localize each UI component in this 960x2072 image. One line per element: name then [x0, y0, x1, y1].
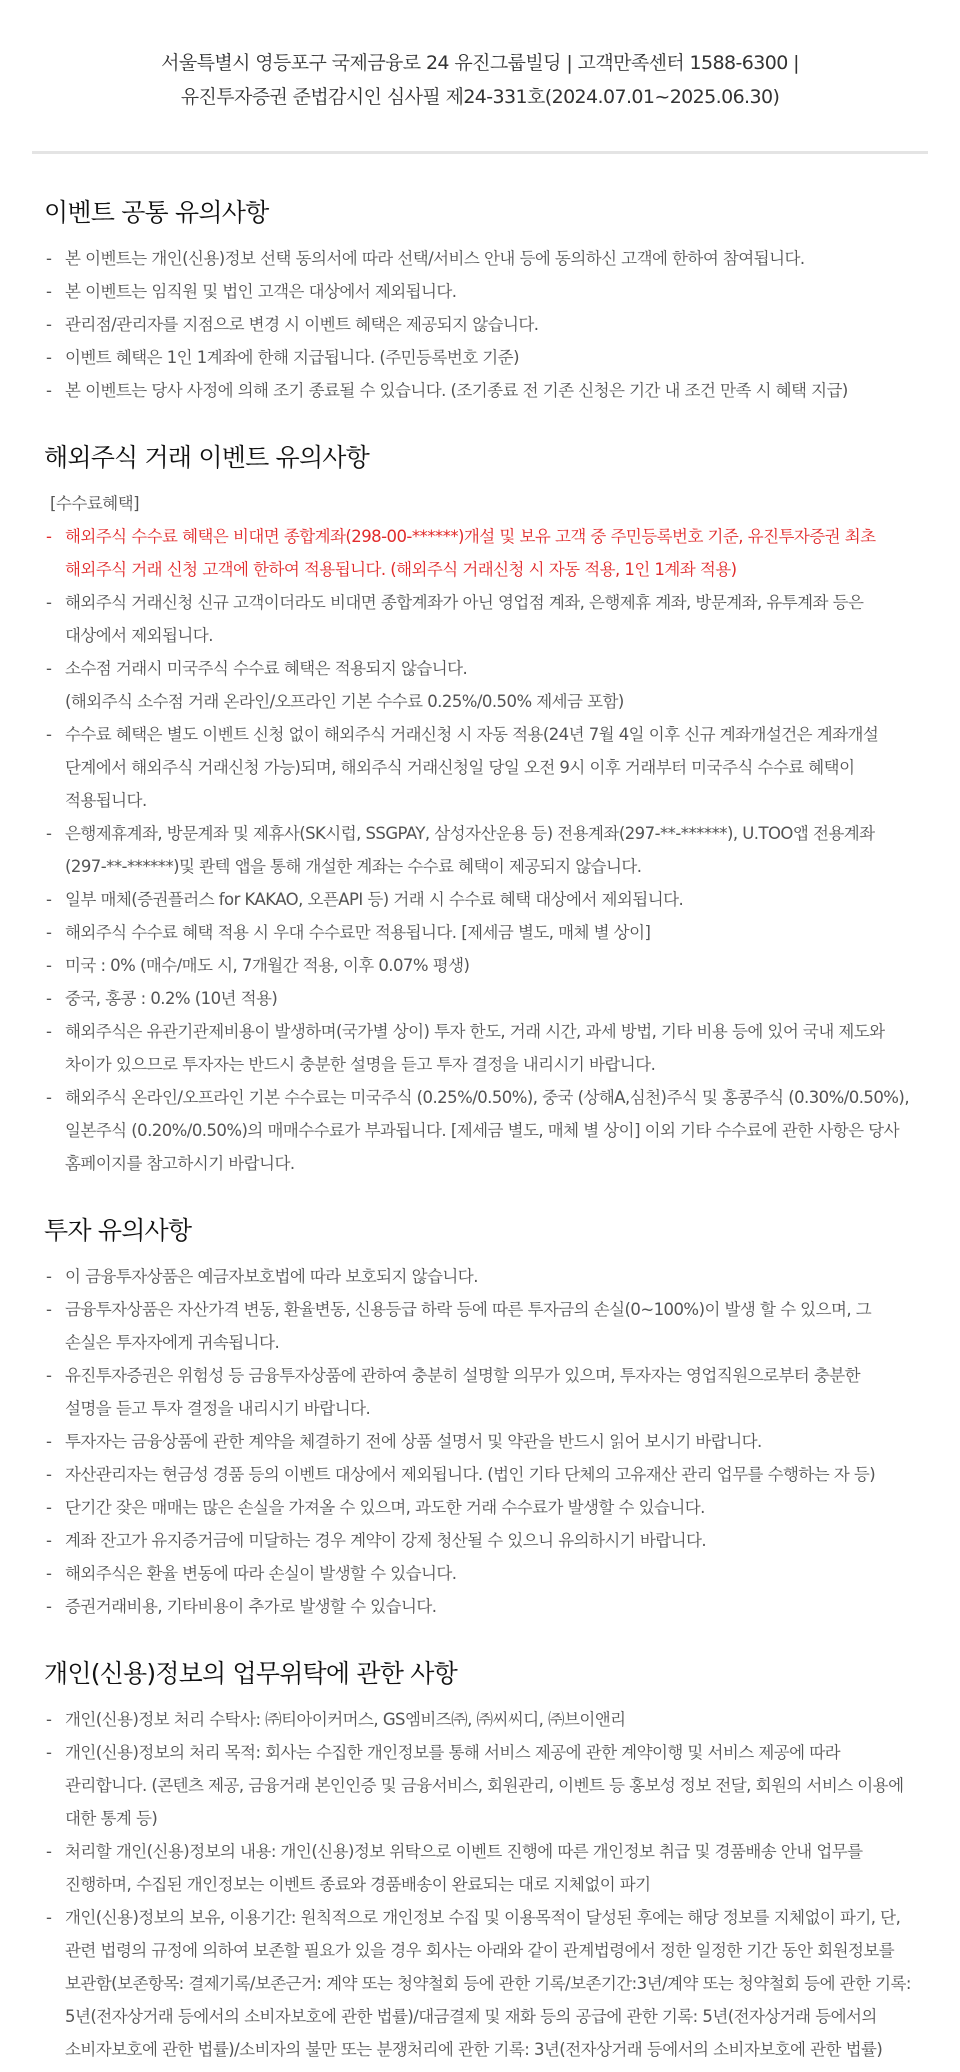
company-footer-info [32, 0, 928, 154]
fee-benefit-label: [수수료혜택] [50, 494, 140, 513]
notice-line: - 수수료 혜택은 별도 이벤트 신청 없이 해외주식 거래신청 시 자동 적용(24년 7월 4일 이후 신규 계좌개설건은 계좌개설 [65, 725, 879, 744]
notice-line: - 본 이벤트는 개인(신용)정보 선택 동의서에 따라 선택/서비스 안내 등에 동의하신 고객에 한하여 참여됩니다. [65, 249, 805, 268]
section-title: 이벤트 공통 유의사항 [44, 198, 269, 227]
notice-item [44, 341, 916, 374]
notice-line: - 계좌 잔고가 유지증거금에 미달하는 경우 계약이 강제 청산될 수 있으니 유의하시기 바랍니다. [65, 1531, 707, 1550]
notice-line: 차이가 있으므로 투자자는 반드시 충분한 설명을 듣고 투자 결정을 내리시기 바랍니다. [65, 1055, 656, 1074]
notice-item [44, 1901, 916, 2066]
notice-line: - 일부 매체(증권플러스 for KAKAO, 오픈API 등) 거래 시 수수료 혜택 대상에서 제외됩니다. [65, 890, 684, 909]
notice-line: 소비자보호에 관한 법률)/소비자의 불만 또는 분쟁처리에 관한 기록: 3년(전자상거래 등에서의 소비자보호에 관한 법률) [65, 2040, 883, 2059]
notice-line: - 금융투자상품은 자산가격 변동, 환율변동, 신용등급 하락 등에 따른 투자금의 손실(0~100%)이 발생 할 수 있으며, 그 [65, 1300, 872, 1319]
notice-line: - 개인(신용)정보의 처리 목적: 회사는 수집한 개인정보를 통해 서비스 제공에 관한 계약이행 및 서비스 제공에 따라 [65, 1743, 841, 1762]
notice-line: - 소수점 거래시 미국주식 수수료 혜택은 적용되지 않습니다. [65, 659, 468, 678]
notice-item [44, 1260, 916, 1293]
notice-line: - 처리할 개인(신용)정보의 내용: 개인(신용)정보 위탁으로 이벤트 진행에 따른 개인정보 취급 및 경품배송 안내 업무를 [65, 1842, 863, 1861]
notice-item [44, 1736, 916, 1835]
notice-content [0, 154, 960, 2066]
notice-line: - 투자자는 금융상품에 관한 계약을 체결하기 전에 상품 설명서 및 약관을 반드시 읽어 보시기 바랍니다. [65, 1432, 762, 1451]
investment-notice-section [44, 1214, 916, 1623]
notice-item [44, 1524, 916, 1557]
notice-line: - 이벤트 혜택은 1인 1계좌에 한해 지급됩니다. (주민등록번호 기준) [65, 348, 519, 367]
notice-line: - 관리점/관리자를 지점으로 변경 시 이벤트 혜택은 제공되지 않습니다. [65, 315, 539, 334]
notice-line: 적용됩니다. [65, 791, 147, 810]
notice-line: - 해외주식은 유관기관제비용이 발생하며(국가별 상이) 투자 한도, 거래 시간, 과세 방법, 기타 비용 등에 있어 국내 제도와 [65, 1022, 885, 1041]
notice-item [44, 242, 916, 275]
notice-line: 대상에서 제외됩니다. [65, 626, 213, 645]
notice-line: - 본 이벤트는 임직원 및 법인 고객은 대상에서 제외됩니다. [65, 282, 457, 301]
notice-item [44, 275, 916, 308]
compliance-approval-line: 유진투자증권 준법감시인 심사필 제24-331호(2024.07.01~2025.06.30) [180, 86, 780, 108]
notice-line: (297-**-******)및 콴텍 앱을 통해 개설한 계좌는 수수료 혜택이 제공되지 않습니다. [65, 857, 642, 876]
notice-line: - 이 금융투자상품은 예금자보호법에 따라 보호되지 않습니다. [65, 1267, 478, 1286]
section-title: 투자 유의사항 [44, 1216, 192, 1245]
notice-line: 단계에서 해외주식 거래신청 가능)되며, 해외주식 거래신청일 당일 오전 9시 이후 거래부터 미국주식 수수료 혜택이 [65, 758, 855, 777]
notice-line: (해외주식 소수점 거래 온라인/오프라인 기본 수수료 0.25%/0.50% 제세금 포함) [65, 692, 624, 711]
notice-list [44, 1703, 916, 2066]
highlight-notice-item [44, 520, 916, 586]
notice-item [44, 1590, 916, 1623]
section-title: 개인(신용)정보의 업무위탁에 관한 사항 [44, 1659, 457, 1688]
notice-line: - 해외주식 수수료 혜택 적용 시 우대 수수료만 적용됩니다. [제세금 별도, 매체 별 상이] [65, 923, 651, 942]
common-notice-section [44, 196, 916, 407]
notice-line: 보관함(보존항목: 결제기록/보존근거: 계약 또는 청약철회 등에 관한 기록/보존기간:3년/계약 또는 청약철회 등에 관한 기록: [65, 1974, 911, 1993]
notice-line: 관련 법령의 규정에 의하여 보존할 필요가 있을 경우 회사는 아래와 같이 관계법령에서 정한 일정한 기간 동안 회원정보를 [65, 1941, 895, 1960]
notice-line: - 해외주식 거래신청 신규 고객이더라도 비대면 종합계좌가 아닌 영업점 계좌, 은행제휴 계좌, 방문계좌, 유투계좌 등은 [65, 593, 864, 612]
notice-line: - 해외주식은 환율 변동에 따라 손실이 발생할 수 있습니다. [65, 1564, 457, 1583]
notice-line: - 증권거래비용, 기타비용이 추가로 발생할 수 있습니다. [65, 1597, 437, 1616]
notice-item [44, 1458, 916, 1491]
notice-item [44, 718, 916, 817]
notice-item [44, 916, 916, 949]
notice-line: 일본주식 (0.20%/0.50%)의 매매수수료가 부과됩니다. [제세금 별도, 매체 별 상이] 이외 기타 수수료에 관한 사항은 당사 [65, 1121, 899, 1140]
highlight-notice-line: - 해외주식 수수료 혜택은 비대면 종합계좌(298-00-******)개설 및 보유 고객 중 주민등록번호 기준, 유진투자증권 최초 [65, 527, 876, 546]
notice-line: 손실은 투자자에게 귀속됩니다. [65, 1333, 280, 1352]
privacy-outsourcing-section [44, 1657, 916, 2066]
section-title: 해외주식 거래 이벤트 유의사항 [44, 443, 369, 472]
notice-item [44, 949, 916, 982]
notice-item [44, 652, 916, 718]
notice-line: - 단기간 잦은 매매는 많은 손실을 가져올 수 있으며, 과도한 거래 수수료가 발생할 수 있습니다. [65, 1498, 705, 1517]
highlight-notice-line: 해외주식 거래 신청 고객에 한하여 적용됩니다. (해외주식 거래신청 시 자동 적용, 1인 1계좌 적용) [65, 560, 737, 579]
notice-item [44, 1835, 916, 1901]
notice-line: 홈페이지를 참고하시기 바랍니다. [65, 1154, 295, 1173]
notice-list [44, 520, 916, 586]
notice-line: 관리합니다. (콘텐츠 제공, 금융거래 본인인증 및 금융서비스, 회원관리, 이벤트 등 홍보성 정보 전달, 회원의 서비스 이용에 [65, 1776, 904, 1795]
notice-line: - 개인(신용)정보 처리 수탁사: ㈜티아이커머스, GS엠비즈㈜, ㈜씨씨디, ㈜브이앤리 [65, 1710, 626, 1729]
notice-list [44, 242, 916, 407]
notice-line: 설명을 듣고 투자 결정을 내리시기 바랍니다. [65, 1399, 371, 1418]
notice-item [44, 1491, 916, 1524]
notice-item [44, 374, 916, 407]
notice-line: - 은행제휴계좌, 방문계좌 및 제휴사(SK시럽, SSGPAY, 삼성자산운용 등) 전용계좌(297-**-******), U.TOO앱 전용계좌 [65, 824, 875, 843]
notice-line: 진행하며, 수집된 개인정보는 이벤트 종료와 경품배송이 완료되는 대로 지체없이 파기 [65, 1875, 651, 1894]
notice-line: - 본 이벤트는 당사 사정에 의해 조기 종료될 수 있습니다. (조기종료 전 기존 신청은 기간 내 조건 만족 시 혜택 지급) [65, 381, 848, 400]
notice-line: - 개인(신용)정보의 보유, 이용기간: 원칙적으로 개인정보 수집 및 이용목적이 달성된 후에는 해당 정보를 지체없이 파기, 단, [65, 1908, 901, 1927]
notice-list [44, 586, 916, 1180]
notice-list [44, 1260, 916, 1623]
notice-item [44, 982, 916, 1015]
notice-item [44, 817, 916, 883]
notice-item [44, 586, 916, 652]
company-address-line: 서울특별시 영등포구 국제금융로 24 유진그룹빌딩 | 고객만족센터 1588-6300 | [161, 52, 799, 74]
notice-line: 대한 통계 등) [65, 1809, 158, 1828]
notice-item [44, 883, 916, 916]
notice-line: 5년(전자상거래 등에서의 소비자보호에 관한 법률)/대금결제 및 재화 등의 공급에 관한 기록: 5년(전자상거래 등에서의 [65, 2007, 877, 2026]
notice-line: - 미국 : 0% (매수/매도 시, 7개월간 적용, 이후 0.07% 평생) [65, 956, 470, 975]
notice-line: - 유진투자증권은 위험성 등 금융투자상품에 관하여 충분히 설명할 의무가 있으며, 투자자는 영업직원으로부터 충분한 [65, 1366, 861, 1385]
notice-item [44, 1557, 916, 1590]
notice-item [44, 308, 916, 341]
overseas-stock-notice-section [44, 441, 916, 1180]
notice-item [44, 1015, 916, 1081]
notice-item [44, 1425, 916, 1458]
notice-item [44, 1081, 916, 1180]
notice-item [44, 1293, 916, 1359]
notice-line: - 자산관리자는 현금성 경품 등의 이벤트 대상에서 제외됩니다. (법인 기타 단체의 고유재산 관리 업무를 수행하는 자 등) [65, 1465, 876, 1484]
notice-item [44, 1359, 916, 1425]
notice-line: - 해외주식 온라인/오프라인 기본 수수료는 미국주식 (0.25%/0.50%), 중국 (상해A,심천)주식 및 홍콩주식 (0.30%/0.50%), [65, 1088, 910, 1107]
notice-line: - 중국, 홍콩 : 0.2% (10년 적용) [65, 989, 278, 1008]
notice-item [44, 1703, 916, 1736]
